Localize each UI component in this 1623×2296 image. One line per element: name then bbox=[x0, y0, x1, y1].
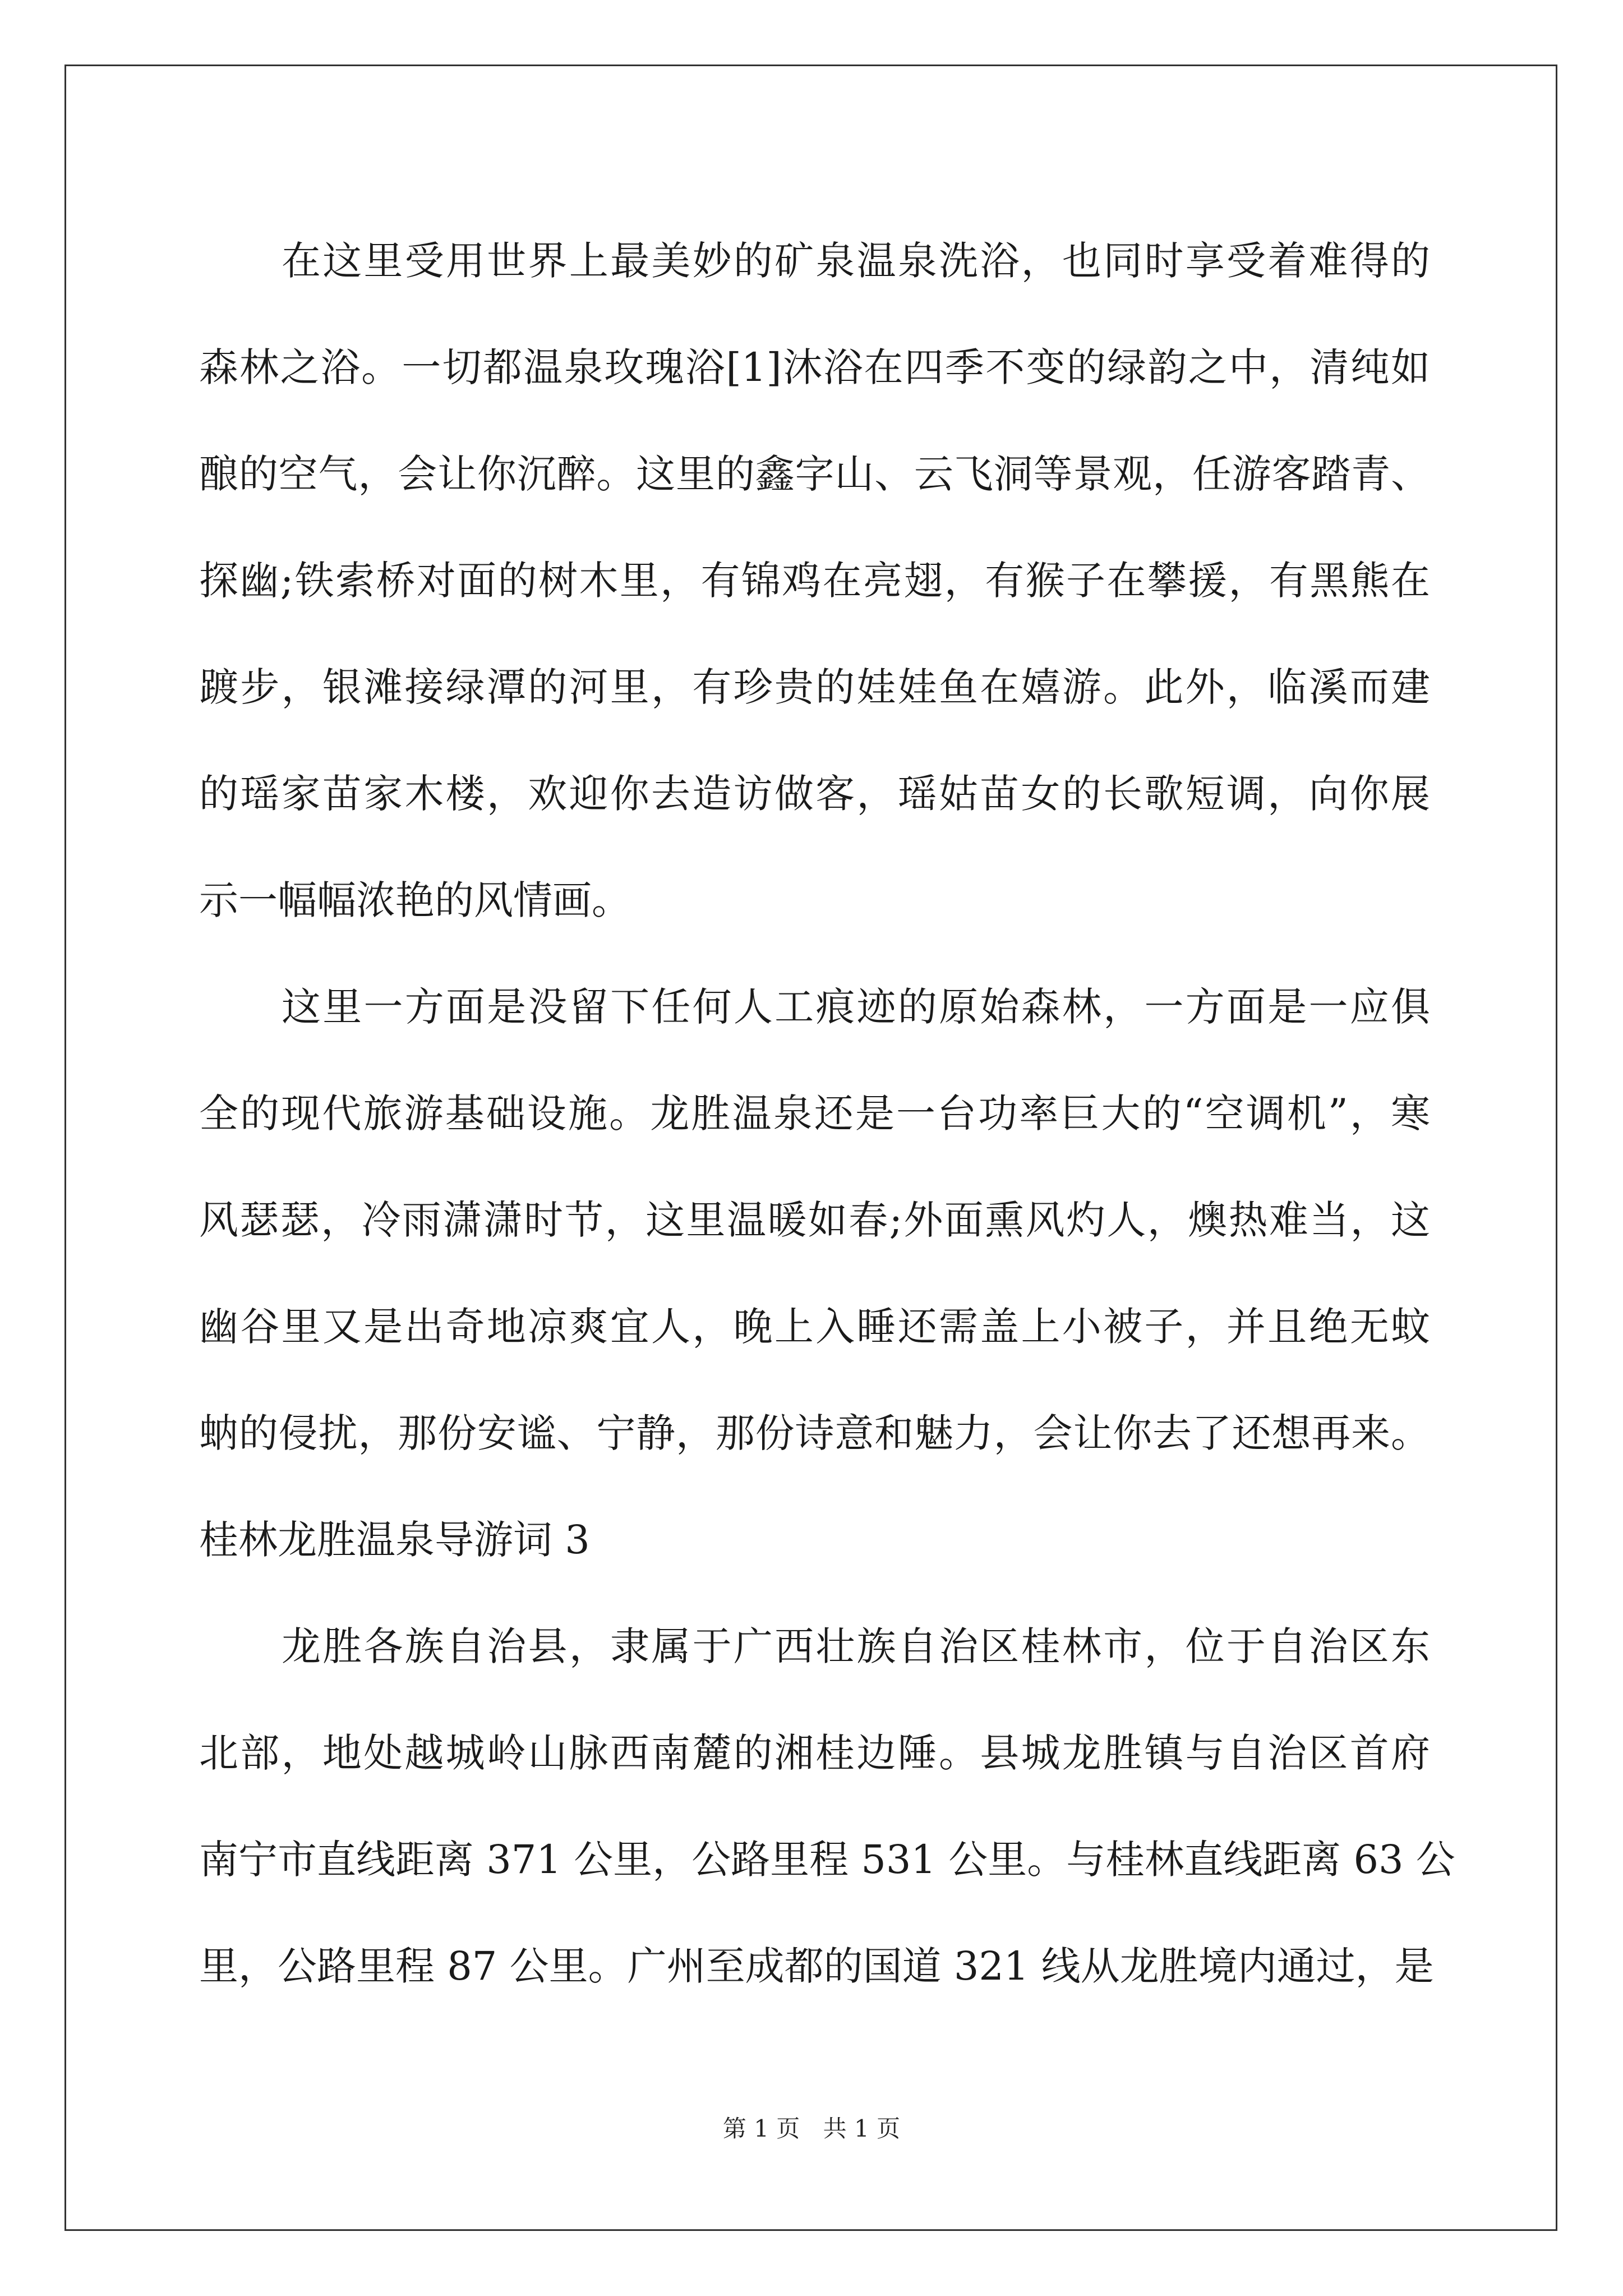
paragraph-3-line-1: 龙胜各族自治县，隶属于广西壮族自治区桂林市，位于自治区东 bbox=[282, 1623, 1430, 1669]
paragraph-1-line-4: 探幽;铁索桥对面的树木里，有锦鸡在亮翅，有猴子在攀援，有黑熊在 bbox=[199, 558, 1430, 604]
document-body bbox=[199, 208, 1455, 2019]
paragraph-2-line-1: 这里一方面是没留下任何人工痕迹的原始森林，一方面是一应俱 bbox=[282, 984, 1430, 1030]
paragraph-1-line-1: 在这里受用世界上最美妙的矿泉温泉洗浴，也同时享受着难得的 bbox=[282, 238, 1430, 284]
paragraph-3-line-4: 里，公路里程 87 公里。广州至成都的国道 321 线从龙胜境内通过，是 bbox=[199, 1943, 1434, 1989]
section-heading: 桂林龙胜温泉导游词 3 bbox=[199, 1517, 590, 1563]
paragraph-3-line-3: 南宁市直线距离 371 公里，公路里程 531 公里。与桂林直线距离 63 公 bbox=[199, 1837, 1455, 1883]
paragraph-2-line-2: 全的现代旅游基础设施。龙胜温泉还是一台功率巨大的“空调机”，寒 bbox=[199, 1091, 1430, 1137]
paragraph-1-line-2: 森林之浴。一切都温泉玫瑰浴[1]沐浴在四季不变的绿韵之中，清纯如 bbox=[199, 344, 1430, 390]
page-footer bbox=[0, 2112, 1623, 2146]
paragraph-3-line-2: 北部，地处越城岭山脉西南麓的湘桂边陲。县城龙胜镇与自治区首府 bbox=[199, 1730, 1430, 1776]
page-number: 第 1 页 bbox=[722, 2115, 800, 2142]
paragraph-2-line-4: 幽谷里又是出奇地凉爽宜人，晚上入睡还需盖上小被子，并且绝无蚊 bbox=[199, 1304, 1430, 1350]
paragraph-2-line-5: 蚋的侵扰，那份安谧、宁静，那份诗意和魅力，会让你去了还想再来。 bbox=[199, 1410, 1430, 1456]
paragraph-1-line-7: 示一幅幅浓艳的风情画。 bbox=[199, 877, 631, 923]
paragraph-2-line-3: 风瑟瑟，冷雨潇潇时节，这里温暖如春;外面熏风灼人，燠热难当，这 bbox=[199, 1197, 1430, 1243]
page-total: 共 1 页 bbox=[823, 2115, 901, 2142]
paragraph-1-line-6: 的瑶家苗家木楼，欢迎你去造访做客，瑶姑苗女的长歌短调，向你展 bbox=[199, 771, 1430, 817]
paragraph-1-line-5: 踱步，银滩接绿潭的河里，有珍贵的娃娃鱼在嬉游。此外，临溪而建 bbox=[199, 664, 1430, 710]
paragraph-1-line-3: 酿的空气，会让你沉醉。这里的鑫字山、云飞洞等景观，任游客踏青、 bbox=[199, 451, 1430, 497]
